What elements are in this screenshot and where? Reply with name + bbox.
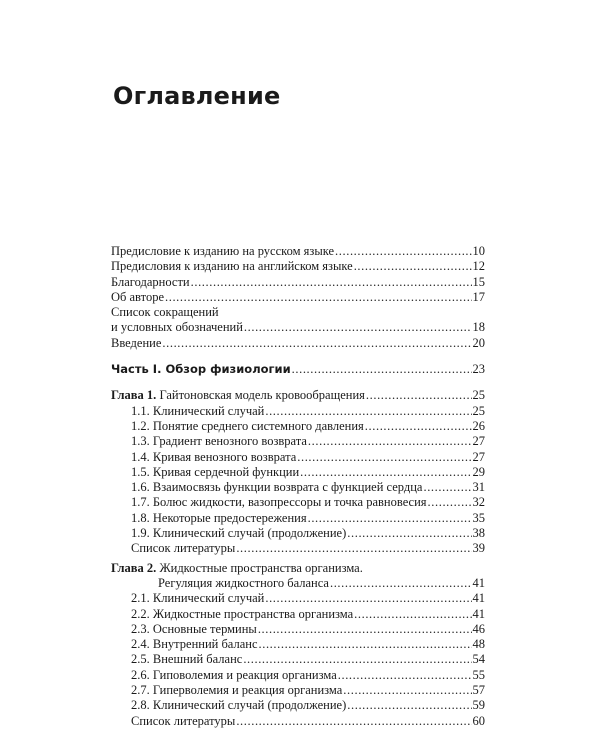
toc-page-number: 48 [472, 637, 485, 652]
toc-entry-label: 1.9. Клинический случай (продолжение) [131, 526, 347, 541]
toc-page-number: 55 [472, 667, 485, 682]
dot-leader [265, 404, 471, 419]
dot-leader [343, 683, 471, 698]
toc-page-number: 46 [472, 621, 485, 636]
toc-chapter-label [111, 561, 363, 576]
toc-page-number: 29 [472, 464, 485, 479]
toc-page-number: 54 [472, 652, 485, 667]
dot-leader [265, 591, 471, 606]
toc-entry-label: Список сокращений [111, 305, 219, 320]
toc-entry-label: 2.7. Гиперволемия и реакция организма [131, 683, 343, 698]
toc-page-number: 41 [472, 591, 485, 606]
dot-leader [191, 275, 472, 290]
toc-chapter-label [111, 388, 365, 403]
toc-page-number: 60 [472, 713, 485, 728]
toc-entry-label: 1.5. Кривая сердечной функции [131, 464, 300, 479]
toc-entry-preface-english[interactable] [111, 259, 485, 274]
toc-entry-2-5[interactable] [111, 652, 485, 667]
toc-entry-chapter-2-line2[interactable] [111, 576, 485, 591]
toc-entry-label: 1.2. Понятие среднего системного давления [131, 418, 364, 433]
toc-entry-label: 1.1. Клинический случай [131, 403, 265, 418]
toc-entry-label: 2.6. Гиповолемия и реакция организма [131, 667, 337, 682]
toc-page-number: 32 [472, 495, 485, 510]
toc-page-number: 39 [472, 541, 485, 556]
dot-leader [244, 320, 472, 335]
toc-entry-chapter-1-references[interactable] [111, 541, 485, 556]
toc-entry-2-3[interactable] [111, 622, 485, 637]
toc-entry-1-7[interactable] [111, 495, 485, 510]
toc-entry-part-1[interactable] [111, 362, 485, 377]
toc-page-number: 59 [472, 698, 485, 713]
toc-entry-1-9[interactable] [111, 526, 485, 541]
dot-leader [297, 450, 471, 465]
dot-leader [165, 290, 472, 305]
dot-leader [423, 480, 471, 495]
chapter-title: Жидкостные пространства организма. [159, 560, 363, 575]
dot-leader [365, 419, 472, 434]
toc-part-label: Часть I. Обзор физиологии [111, 362, 291, 377]
toc-entry-label: Введение [111, 335, 162, 350]
toc-page-number: 26 [472, 418, 485, 433]
toc-entry-1-3[interactable] [111, 434, 485, 449]
toc-entry-2-8[interactable] [111, 698, 485, 713]
dot-leader [335, 244, 471, 259]
toc-entry-label: 1.7. Болюс жидкости, вазопрессоры и точка равновесия [131, 495, 427, 510]
toc-entry-label: 1.3. Градиент венозного возврата [131, 434, 307, 449]
chapter-prefix: Глава 2. [111, 560, 157, 575]
dot-leader [428, 495, 472, 510]
toc-page-number: 20 [472, 335, 485, 350]
dot-leader [236, 541, 471, 556]
spacer [111, 377, 485, 388]
toc-entry-2-4[interactable] [111, 637, 485, 652]
toc-entry-label: 2.1. Клинический случай [131, 591, 265, 606]
toc-entry-label: 2.4. Внутренний баланс [131, 637, 258, 652]
toc-page-number: 23 [472, 362, 485, 377]
toc-entry-2-2[interactable] [111, 607, 485, 622]
dot-leader [366, 388, 472, 403]
toc-entry-label: Предисловия к изданию на английском языке [111, 259, 353, 274]
toc-entry-label: Благодарности [111, 274, 190, 289]
toc-entry-label: 1.6. Взаимосвязь функции возврата с функцией сердца [131, 480, 423, 495]
dot-leader [330, 576, 472, 591]
toc-entry-label: 2.5. Внешний баланс [131, 652, 243, 667]
dot-leader [338, 668, 472, 683]
toc-entry-introduction[interactable] [111, 336, 485, 351]
toc-entry-1-6[interactable] [111, 480, 485, 495]
chapter-title: Гайтоновская модель кровообращения [159, 388, 365, 403]
toc-entry-label: Об авторе [111, 289, 164, 304]
toc-entry-label: 2.8. Клинический случай (продолжение) [131, 698, 347, 713]
toc-entry-2-7[interactable] [111, 683, 485, 698]
dot-leader [308, 511, 472, 526]
toc-entry-label: 1.4. Кривая венозного возврата [131, 449, 297, 464]
dot-leader [259, 637, 472, 652]
toc-entry-2-1[interactable] [111, 591, 485, 606]
toc-page-number: 41 [472, 575, 485, 590]
toc-entry-1-2[interactable] [111, 419, 485, 434]
toc-entry-1-4[interactable] [111, 450, 485, 465]
toc-page-number: 25 [472, 403, 485, 418]
dot-leader [236, 714, 471, 729]
toc-entry-1-5[interactable] [111, 465, 485, 480]
toc-entry-2-6[interactable] [111, 668, 485, 683]
toc-entry-about-author[interactable] [111, 290, 485, 305]
toc-page-number: 35 [472, 510, 485, 525]
toc-entry-1-8[interactable] [111, 511, 485, 526]
toc-entry-abbreviations-line1[interactable] [111, 305, 485, 320]
toc-entry-preface-russian[interactable] [111, 244, 485, 259]
toc-entry-chapter-1[interactable] [111, 388, 485, 403]
toc-entry-label: 2.3. Основные термины [131, 621, 257, 636]
toc-page-number: 17 [472, 289, 485, 304]
toc-page-number: 38 [472, 526, 485, 541]
toc-page-number: 25 [472, 388, 485, 403]
toc-page-number: 57 [472, 683, 485, 698]
toc-page-number: 18 [472, 320, 485, 335]
toc-page-number: 10 [472, 244, 485, 258]
table-of-contents [111, 244, 485, 729]
toc-page-number: 27 [472, 434, 485, 449]
dot-leader [300, 465, 471, 480]
dot-leader [354, 259, 472, 274]
toc-page-number: 31 [472, 480, 485, 495]
dot-leader [308, 434, 472, 449]
toc-entry-chapter-2-references[interactable] [111, 714, 485, 729]
dot-leader [258, 622, 472, 637]
toc-entry-label: Предисловие к изданию на русском языке [111, 244, 335, 258]
toc-entry-label: и условных обозначений [111, 320, 243, 335]
dot-leader [292, 362, 472, 377]
toc-entry-abbreviations-line2[interactable] [111, 320, 485, 335]
toc-entry-label: Список литературы [131, 713, 236, 728]
toc-page-number: 15 [472, 274, 485, 289]
toc-entry-1-1[interactable] [111, 404, 485, 419]
spacer [111, 351, 485, 362]
chapter-title-continued: Регуляция жидкостного баланса [158, 575, 329, 590]
dot-leader [347, 698, 471, 713]
dot-leader [243, 652, 471, 667]
toc-entry-label: Список литературы [131, 541, 236, 556]
toc-page-number: 27 [472, 449, 485, 464]
dot-leader [354, 607, 471, 622]
dot-leader [347, 526, 471, 541]
toc-page-number: 12 [472, 259, 485, 274]
toc-entry-label: 2.2. Жидкостные пространства организма [131, 606, 354, 621]
chapter-prefix: Глава 1. [111, 388, 157, 403]
toc-entry-label: 1.8. Некоторые предостережения [131, 510, 307, 525]
toc-entry-acknowledgements[interactable] [111, 275, 485, 290]
toc-page-number: 41 [472, 606, 485, 621]
page-title: Оглавление [113, 82, 281, 110]
dot-leader [162, 336, 471, 351]
toc-entry-chapter-2-line1[interactable] [111, 561, 485, 576]
